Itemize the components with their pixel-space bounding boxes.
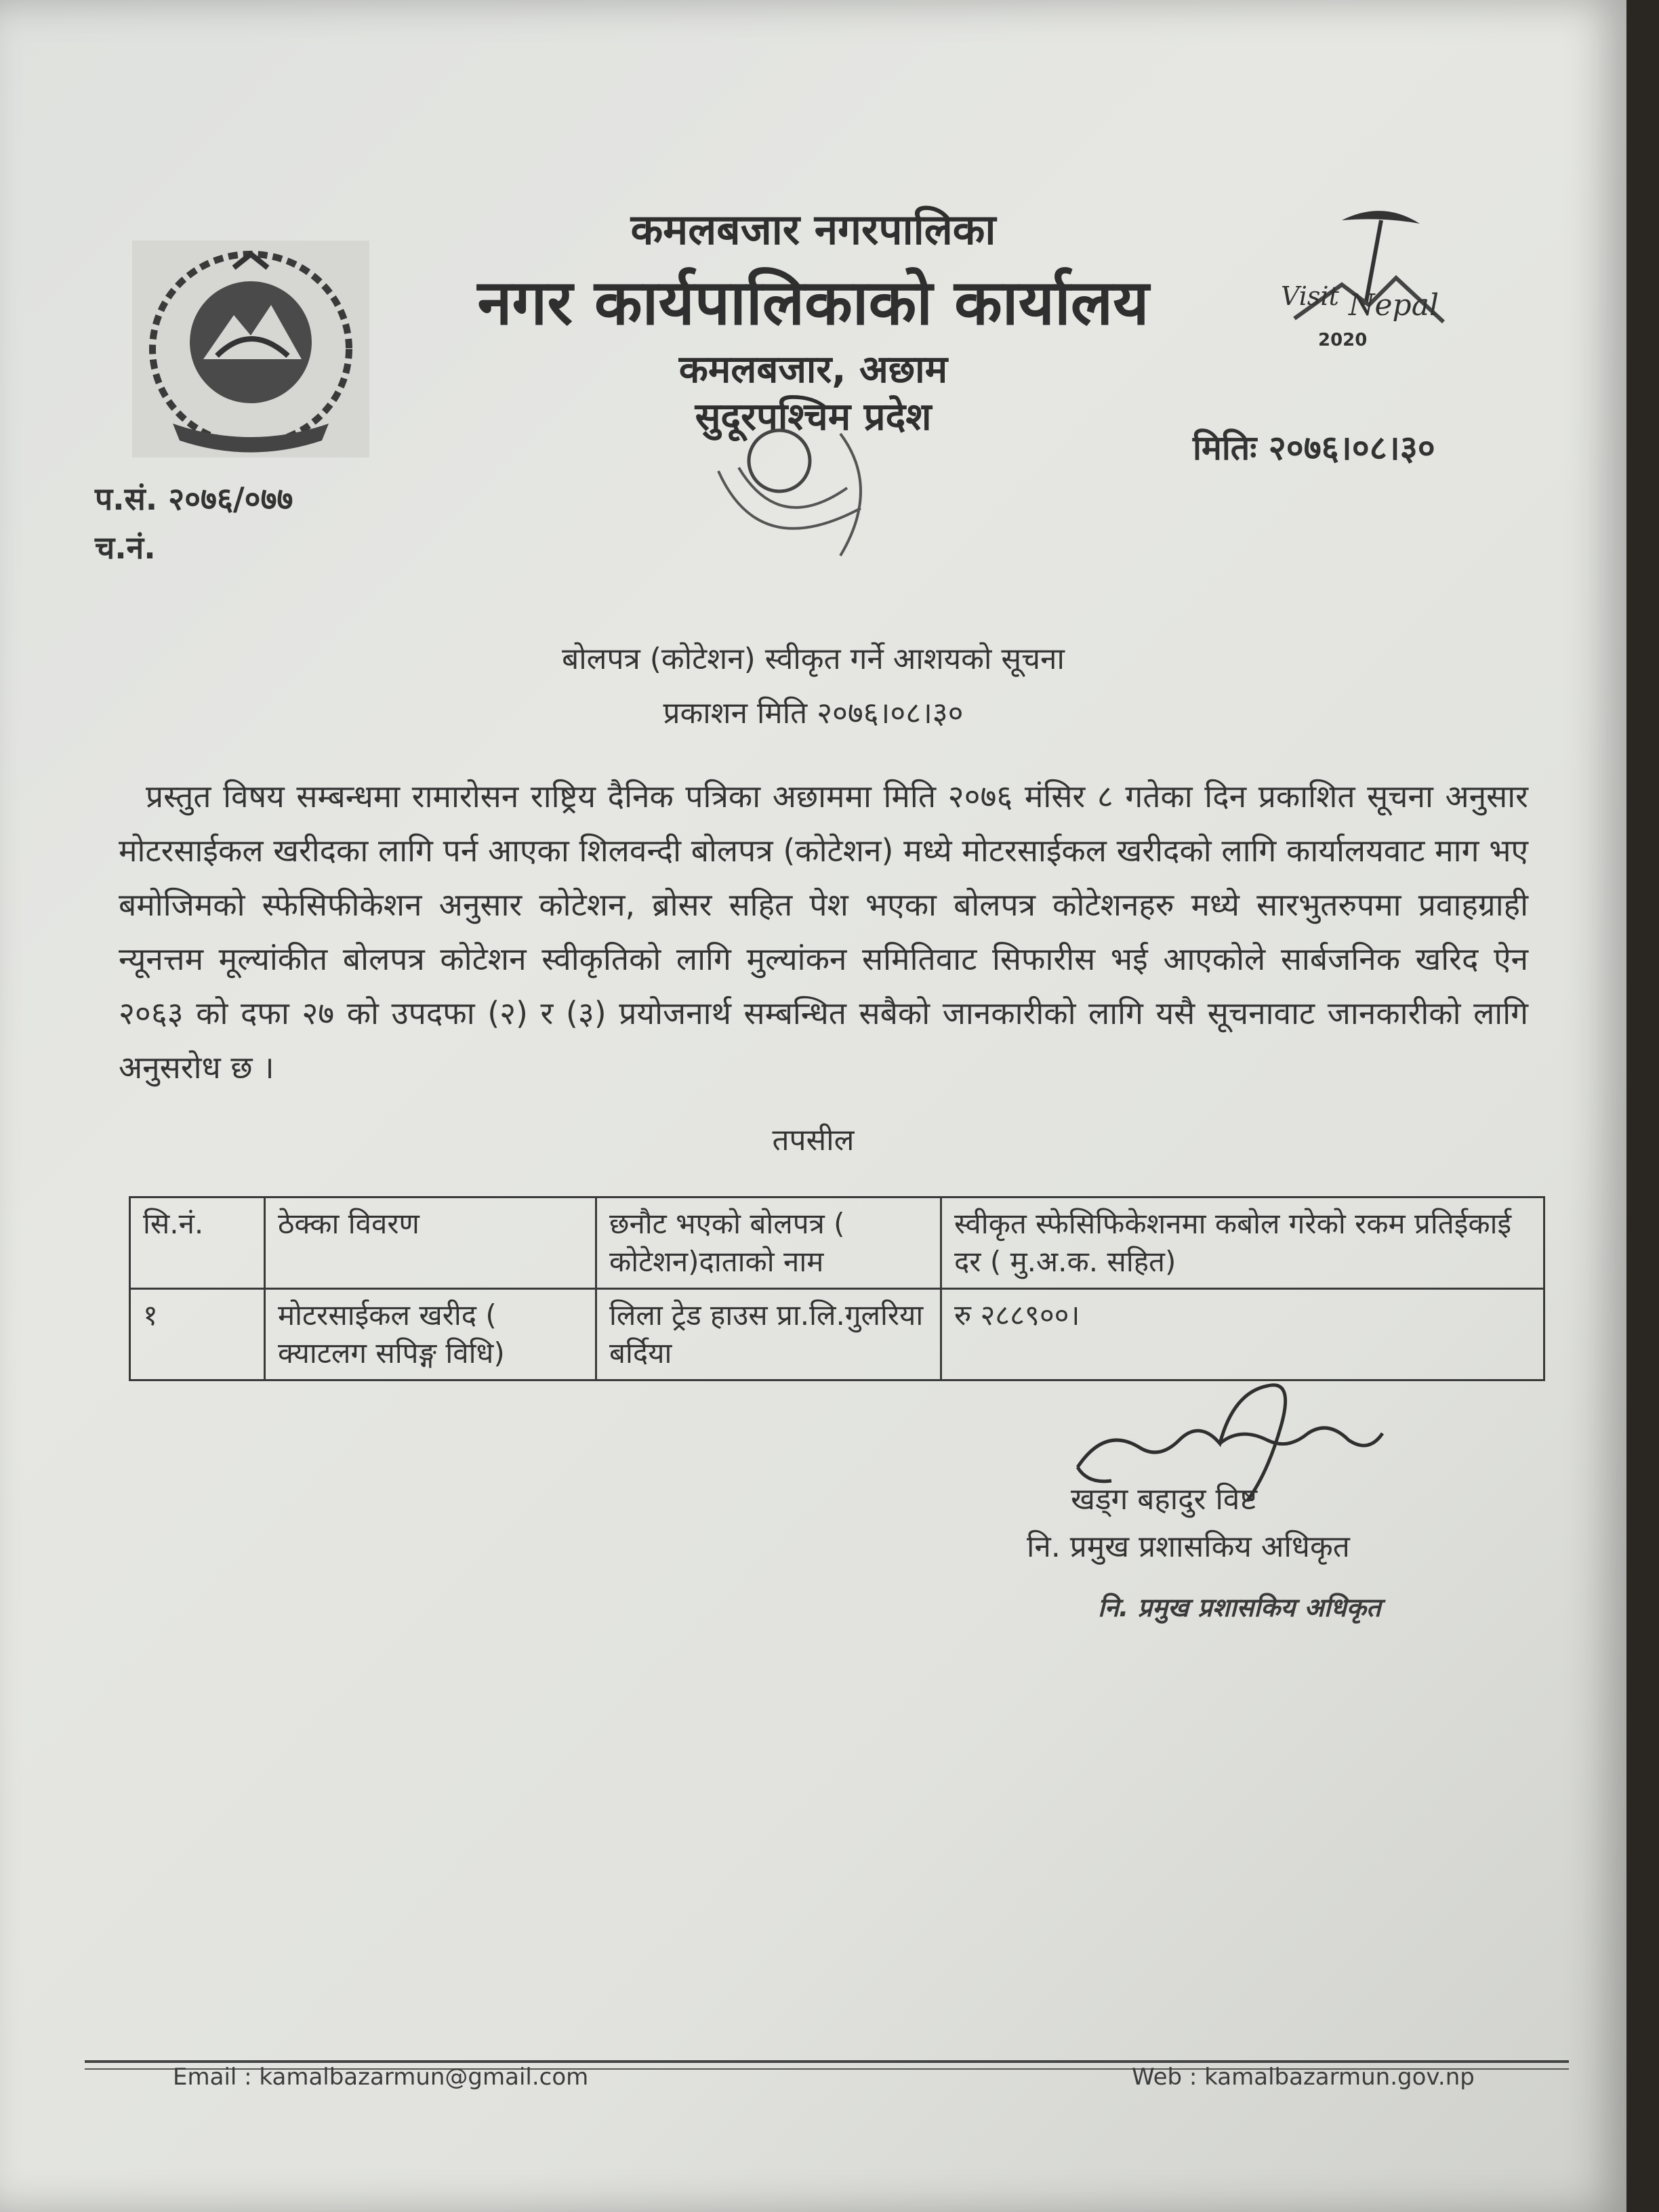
header-serial: सि.नं.: [130, 1197, 265, 1289]
footer-email: Email : kamalbazarmun@gmail.com: [173, 2064, 589, 2091]
schedule-table: [129, 1196, 1545, 1381]
header-accepted-rate: स्वीकृत स्फेसिफिकेशनमा कबोल गरेको रकम प्रतिईकाई दर ( मु.अ.क. सहित): [941, 1197, 1544, 1289]
cell-description: मोटरसाईकल खरीद ( क्याटलग सपिङ्ग विधि): [265, 1289, 596, 1380]
schedule-heading: तपसील: [772, 1123, 855, 1158]
cell-bidder: लिला ट्रेड हाउस प्रा.लि.गुलरिया बर्दिया: [596, 1289, 941, 1380]
publish-date: प्रकाशन मिति २०७६।०८।३०: [663, 696, 964, 731]
cell-serial: १: [130, 1289, 265, 1380]
reference-block: [95, 474, 293, 572]
office-seal-icon: [684, 407, 928, 569]
dispatch-number: च.नं.: [95, 529, 156, 566]
signatory-name: खड्ग बहादुर विष्ट: [1071, 1482, 1258, 1517]
reference-number: प.सं. २०७६/०७७: [95, 480, 293, 517]
svg-text:Nepal: Nepal: [1349, 288, 1439, 323]
signatory-position: नि. प्रमुख प्रशासकिय अधिकृत: [1027, 1530, 1350, 1564]
cell-amount: रु २८८९००।: [941, 1289, 1544, 1380]
letter-date: मितिः २०७६।०८।३०: [1193, 428, 1435, 468]
table-header-row: [130, 1197, 1544, 1289]
notice-body: प्रस्तुत विषय सम्बन्धमा रामारोसन राष्ट्रिय दैनिक पत्रिका अछाममा मिति २०७६ मंसिर ८ गतेका दिन प्रकाशित सूचना अनुसार मोटरसाईकल खरीदका लागि पर्न आएका शिलवन्दी बोलपत्र (कोटेशन) मध्ये मोटरसाईकल खरीदको लागि कार्यालयवाट माग भए बमोजिमको स्फेसिफीकेशन अनुसार कोटेशन, ब्रोसर सहित पेश भएका बोलपत्र कोटेशनहरु मध्ये सारभुतरुपमा प्रवाहग्राही न्यूनत्तम मूल्यांकीत बोलपत्र कोटेशन स्वीकृतिको लागि मुल्यांकन समितिवाट सिफारीस भई आएकोले सार्बजनिक खरिद ऐन २०६३ को दफा २७ को उपदफा (२) र (३) प्रयोजनार्थ सम्बन्धित सबैको जानकारीको लागि यसै सूचनावाट जानकारीको लागि अनुसरोध छ ।: [119, 778, 1528, 1086]
province-name: सुदूरपश्चिम प्रदेश: [695, 395, 932, 439]
header-selected-bidder: छनौट भएको बोलपत्र ( कोटेशन)दाताको नाम: [596, 1197, 941, 1289]
government-emblem-icon: [132, 241, 369, 457]
office-name: नगर कार्यपालिकाको कार्यालय: [477, 266, 1149, 339]
svg-text:2020: 2020: [1318, 330, 1368, 350]
designation-stamp: नि. प्रमुख प्रशासकिय अधिकृत: [1098, 1593, 1381, 1622]
header-contract-description: ठेक्का विवरण: [265, 1197, 596, 1289]
notice-title: बोलपत्र (कोटेशन) स्वीकृत गर्ने आशयको सूचना: [562, 642, 1065, 676]
municipality-name: कमलबजार नगरपालिका: [630, 205, 996, 254]
footer-divider: [85, 2060, 1569, 2063]
office-address: कमलबजार, अछाम: [678, 348, 948, 392]
visit-nepal-logo-icon: [1267, 203, 1471, 359]
svg-text:Visit: Visit: [1281, 281, 1339, 311]
footer-website: Web : kamalbazarmun.gov.np: [1132, 2064, 1475, 2091]
